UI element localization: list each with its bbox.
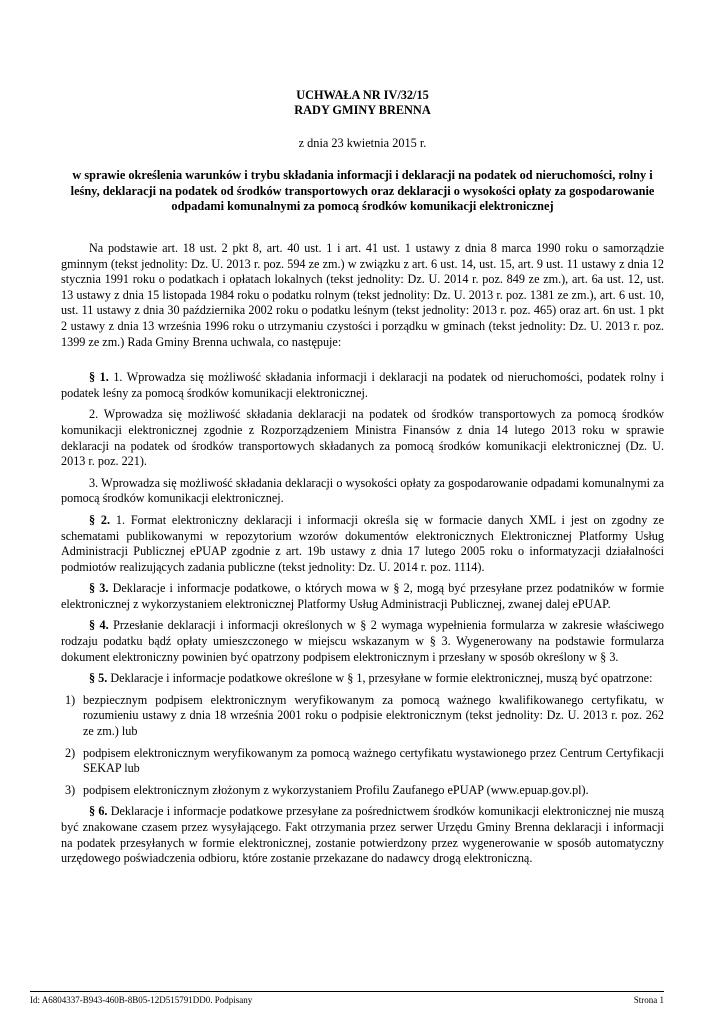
paragraph-text: 1. Format elektroniczny deklaracji i informacji określa się w formacie danych XML i jest on zgodny ze schematami publikowanymi w repozytorium wzorów dokumentów elektronicznych Elektronicznej Platformy Usług Administracji Publicznej ePUAP zgodnie z art. 19b ustawy z dnia 17 lutego 2005 roku o informatyzacji działalności podmiotów realizujących zadania publiczne (tekst jednolity: Dz. U. 2014 r. poz. 1114). — [61, 512, 665, 574]
section-mark-3: § 3. — [89, 581, 109, 596]
resolution-number: UCHWAŁA NR IV/32/15 — [296, 88, 429, 102]
paragraph-1-point-3: 3. Wprowadza się możliwość składania deklaracji o wysokości opłaty za gospodarowanie odpadami komunalnymi za pomocą środków komunikacji elektronicznej. — [61, 475, 664, 506]
document-id: Id: A6804337-B943-460B-8B05-12D515791DD0. Podpisany — [30, 995, 253, 1005]
section-mark-6: § 6. — [89, 804, 108, 819]
list-item-text: bezpiecznym podpisem elektronicznym weryfikowanym za pomocą ważnego kwalifikowanego certyfikatu, w rozumieniu ustawy z dnia 18 września 2001 roku o podpisie elektronicznym (tekst jednolity: Dz. U. 2013 r. poz. 262 ze zm.) lub — [83, 692, 664, 739]
section-mark-1: § 1. — [89, 370, 109, 385]
resolution-header — [61, 88, 664, 118]
list-item — [61, 746, 664, 777]
section-mark-4: § 4. — [89, 618, 109, 633]
resolution-subject: w sprawie określenia warunków i trybu składania informacji i deklaracji na podatek od nieruchomości, rolny i leśny, deklaracji na podatek od środków transportowych oraz deklaracji o wysokości opłaty za gospodarowanie odpadami komunalnymi za pomocą środków komunikacji elektronicznej — [70, 168, 655, 214]
preamble: Na podstawie art. 18 ust. 2 pkt 8, art. 40 ust. 1 i art. 41 ust. 1 ustawy z dnia 8 marca 1990 roku o samorządzie gminnym (tekst jednolity: Dz. U. 2013 r. poz. 594 ze zm.) w związku z art. 6 ust. 14, ust. 15, art. 9 ust. 11 ustawy z dnia 12 stycznia 1991 roku o podatkach i opłatach lokalnych (tekst jednolity: Dz. U. 2014 r. poz. 849 ze zm.), art. 6a ust. 12, ust. 13 ustawy z dnia 15 listopada 1984 roku o podatku rolnym (tekst jednolity: Dz. U. 2013 r. poz. 1381 ze zm.), art. 6 ust. 10, ust. 11 ustawy z dnia 30 października 2002 roku o podatku leśnym (tekst jednolity: 2013 r. poz. 465) oraz art. 6n ust. 1 pkt 2 ustawy z dnia 13 września 1996 roku o utrzymaniu czystości i porządku w gminach (tekst jednolity: Dz. U. 2013 r. poz. 1399 ze zm.) Rada Gminy Brenna uchwala, co następuje: — [61, 241, 664, 349]
list-item — [61, 693, 664, 740]
council-name: RADY GMINY BRENNA — [294, 103, 431, 117]
paragraph-text: Deklaracje i informacje podatkowe przesyłane za pośrednictwem środków komunikacji elektronicznej nie muszą być znakowane czasem przez wysyłającego. Fakt otrzymania przez serwer Urzędu Gminy Brenna deklaracji i informacji na podatek przesyłanych w formie elektronicznej, zostanie potwierdzony przez wygenerowanie w sposób automatyczny urzędowego poświadczenia odbioru, które zostanie przekazane do nadawcy drogą elektroniczną. — [61, 804, 664, 866]
list-number: 2) — [65, 745, 76, 760]
paragraph-1-point-2: 2. Wprowadza się możliwość składania deklaracji na podatek od środków transportowych za pomocą środków komunikacji elektronicznej zgodnie z Rozporządzeniem Ministra Finansów z dnia 14 lutego 2013 roku w sprawie deklaracji na podatek od środków transportowych składanych za pomocą środków komunikacji elektronicznej (Dz. U. 2013 r. poz. 221). — [61, 407, 664, 469]
list-item — [61, 783, 664, 799]
list-number: 1) — [65, 692, 76, 707]
paragraph-6 — [61, 804, 664, 866]
page-number: Strona 1 — [633, 995, 664, 1005]
paragraph-4 — [61, 618, 664, 665]
list-number: 3) — [65, 782, 76, 797]
paragraph-text: Deklaracje i informacje podatkowe określone w § 1, przesyłane w formie elektronicznej, muszą być opatrzone: — [107, 671, 653, 686]
paragraph-1-point-1 — [61, 370, 664, 401]
document-body — [61, 241, 664, 867]
section-mark-5: § 5. — [89, 671, 108, 686]
resolution-date: z dnia 23 kwietnia 2015 r. — [298, 136, 427, 150]
paragraph-text: 1. Wprowadza się możliwość składania informacji i deklaracji na podatek od nieruchomości, podatek rolny i podatek leśny za pomocą środków komunikacji elektronicznej. — [61, 370, 665, 400]
list-item-text: podpisem elektronicznym weryfikowanym za pomocą ważnego certyfikatu wystawionego przez Centrum Certyfikacji SEKAP lub — [83, 745, 664, 776]
signature-requirements-list — [61, 693, 664, 799]
list-item-text: podpisem elektronicznym złożonym z wykorzystaniem Profilu Zaufanego ePUAP (www.epuap.gov.pl). — [83, 782, 589, 797]
footer-divider — [30, 991, 664, 992]
paragraph-2 — [61, 513, 664, 575]
paragraph-5 — [61, 671, 664, 687]
paragraph-text: Przesłanie deklaracji i informacji określonych w § 2 wymaga wypełnienia formularza w zakresie właściwego rodzaju podatku bądź opłaty umieszczonego w miejscu wskazanym w § 3. Wygenerowany na podstawie formularza dokument elektroniczny powinien być opatrzony podpisem elektronicznym i przesłany w sposób określony w § 3. — [61, 618, 664, 664]
paragraph-text: Deklaracje i informacje podatkowe, o których mowa w § 2, mogą być przesyłane przez podatników w formie elektronicznej z wykorzystaniem elektronicznej Platformy Usług Administracji Publicznej, zwanej dalej ePUAP. — [61, 581, 665, 611]
section-mark-2: § 2. — [89, 512, 111, 527]
paragraph-3 — [61, 581, 664, 612]
